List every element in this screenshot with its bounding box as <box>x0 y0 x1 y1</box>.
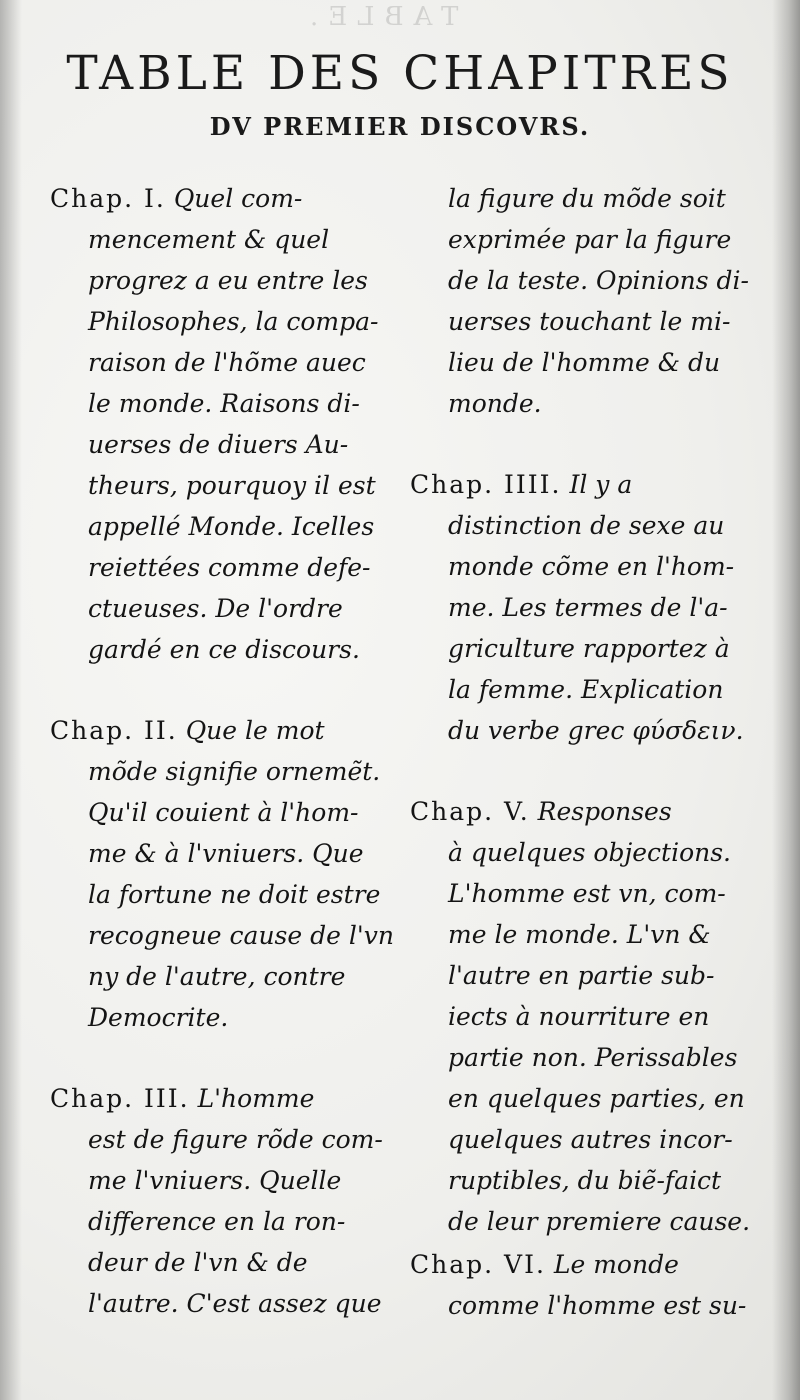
page-subtitle: DV PREMIER DISCOVRS. <box>209 112 591 141</box>
chapter-3-continuation <box>410 178 750 424</box>
chapter-line: uerses touchant le mi- <box>448 307 731 336</box>
chapter-line: me. Les termes de l'a- <box>448 593 728 622</box>
chapter-line: la figure du mõde soit <box>448 184 726 213</box>
chapter-line: l'autre en partie sub- <box>448 961 715 990</box>
chapter-entry-6 <box>410 1244 750 1326</box>
chapter-line: Democrite. <box>88 1003 229 1032</box>
chapter-text: Responses <box>537 797 672 826</box>
chapter-line: deur de l'vn & de <box>88 1248 308 1277</box>
chapter-entry-1 <box>50 178 380 670</box>
chapter-line: theurs, pourquoy il est <box>88 471 376 500</box>
chapter-line: est de figure rõde com- <box>88 1125 383 1154</box>
chapter-line <box>410 791 750 832</box>
left-column <box>50 178 394 1364</box>
chapter-line: la fortune ne doit estre <box>88 880 381 909</box>
chapter-line: comme l'homme est su- <box>448 1291 747 1320</box>
chapter-line: le monde. Raisons di- <box>88 389 360 418</box>
chapter-line: l'autre. C'est assez que <box>88 1289 382 1318</box>
chapter-text: Il y a <box>569 470 633 499</box>
chapter-line: lieu de l'homme & du <box>448 348 721 377</box>
chapter-heading: Chap. IIII. <box>410 470 562 499</box>
chapter-text: L'homme <box>197 1084 315 1113</box>
chapter-line: mõde signifie ornemẽt. <box>88 757 381 786</box>
chapter-line <box>410 464 750 505</box>
chapter-line: me l'vniuers. Quelle <box>88 1166 342 1195</box>
chapter-line: L'homme est vn, com- <box>448 879 726 908</box>
chapter-line: difference en la ron- <box>88 1207 346 1236</box>
chapter-line: de la teste. Opinions di- <box>448 266 749 295</box>
chapter-line: partie non. Perissables <box>448 1043 738 1072</box>
chapter-entry-3 <box>50 1078 383 1324</box>
chapter-text: Le monde <box>553 1250 679 1279</box>
chapter-line: Philosophes, la compa- <box>88 307 379 336</box>
chapter-heading: Chap. I. <box>50 184 166 213</box>
chapter-line: monde. <box>448 389 542 418</box>
chapter-line: iects à nourriture en <box>448 1002 710 1031</box>
chapter-line: de leur premiere cause. <box>448 1207 751 1236</box>
chapter-heading: Chap. II. <box>50 716 178 745</box>
chapter-line: raison de l'hõme auec <box>88 348 366 377</box>
chapter-line: quelques autres incor- <box>448 1125 733 1154</box>
chapter-line: mencement & quel <box>88 225 330 254</box>
chapter-line: du verbe grec φύσδειν. <box>448 716 744 745</box>
chapter-line: recogneue cause de l'vn <box>88 921 394 950</box>
chapter-text: Que le mot <box>185 716 325 745</box>
chapter-text: Quel com- <box>173 184 303 213</box>
chapter-line: ny de l'autre, contre <box>88 962 346 991</box>
chapter-line: griculture rapportez à <box>448 634 730 663</box>
chapter-line <box>410 1244 750 1285</box>
chapter-line: gardé en ce discours. <box>88 635 360 664</box>
page-left-edge <box>0 0 22 1400</box>
chapter-line: à quelques objections. <box>448 838 731 867</box>
chapter-line: me & à l'vniuers. Que <box>88 839 364 868</box>
chapter-entry-4 <box>410 464 750 751</box>
chapter-heading: Chap. III. <box>50 1084 190 1113</box>
page-gutter-shadow <box>772 0 800 1400</box>
chapter-line <box>50 1078 380 1119</box>
chapter-line: exprimée par la figure <box>448 225 732 254</box>
chapter-line: reiettées comme defe- <box>88 553 371 582</box>
chapter-line: ruptibles, du biẽ-faict <box>448 1166 722 1195</box>
chapter-line: me le monde. L'vn & <box>448 920 711 949</box>
chapter-line: monde cõme en l'hom- <box>448 552 735 581</box>
chapter-line <box>50 710 380 751</box>
chapter-heading: Chap. VI. <box>410 1250 546 1279</box>
chapter-line: appellé Monde. Icelles <box>88 512 375 541</box>
bleed-through-header: TABLE. <box>300 2 459 32</box>
chapter-line: uerses de diuers Au- <box>88 430 349 459</box>
chapter-heading: Chap. V. <box>410 797 530 826</box>
chapter-line: la femme. Explication <box>448 675 724 704</box>
page-title: TABLE DES CHAPITRES <box>66 46 734 101</box>
chapter-line: en quelques parties, en <box>448 1084 745 1113</box>
chapter-entry-2 <box>50 710 394 1038</box>
right-column <box>410 178 750 1366</box>
chapter-line: distinction de sexe au <box>448 511 725 540</box>
chapter-line: ctueuses. De l'ordre <box>88 594 343 623</box>
chapter-line: Qu'il couient à l'hom- <box>88 798 359 827</box>
chapter-line <box>50 178 380 219</box>
chapter-entry-5 <box>410 791 750 1242</box>
chapter-line: progrez a eu entre les <box>88 266 368 295</box>
